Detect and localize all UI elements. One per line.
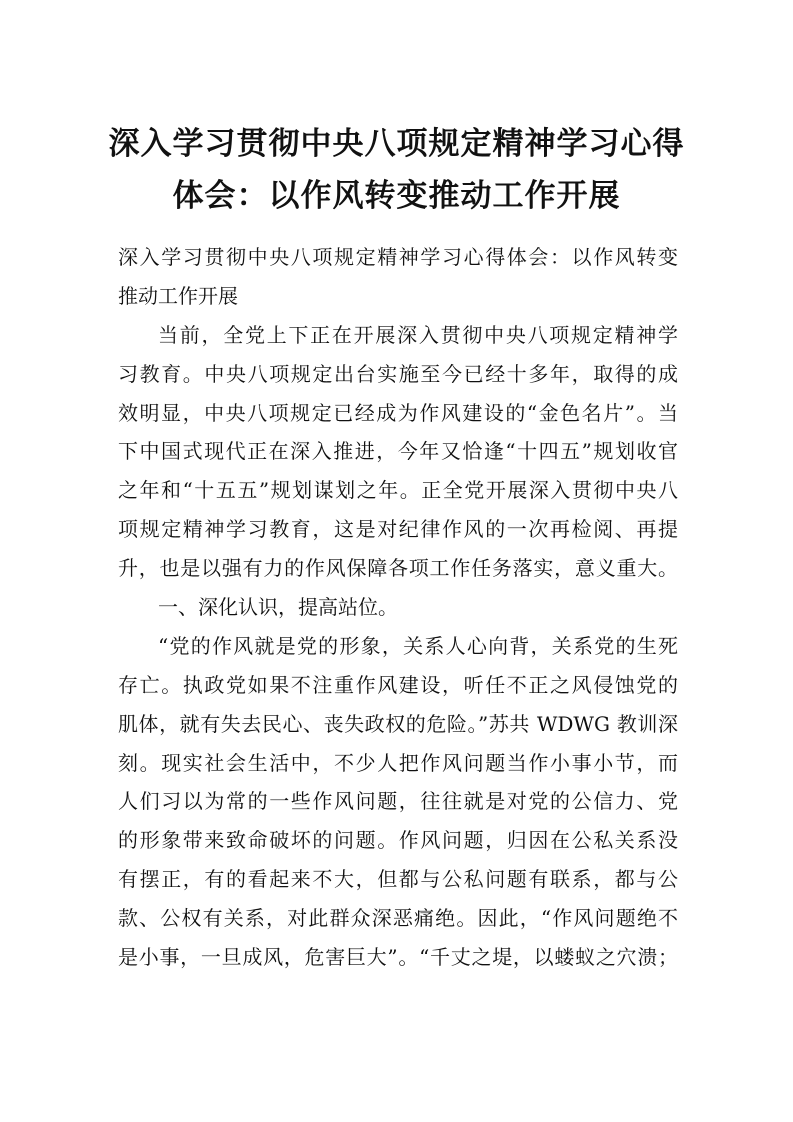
body-line: 肌体，就有失去民心、丧失政权的危险。”苏共 WDWG 教训深	[118, 711, 678, 736]
body-line: 有摆正，有的看起来不大，但都与公私问题有联系，都与公	[118, 867, 678, 892]
body-line: 效明显，中央八项规定已经成为作风建设的“金色名片”。当	[118, 400, 678, 425]
title-line-2: 体会：以作风转变推动工作开展	[172, 178, 621, 214]
body-line: 项规定精神学习教育，这是对纪律作风的一次再检阅、再提	[118, 517, 678, 542]
body-line: 款、公权有关系，对此群众深恶痛绝。因此，“作风问题绝不	[118, 906, 678, 931]
body-line: 人们习以为常的一些作风问题，往往就是对党的公信力、党	[118, 789, 678, 814]
body-line: 是小事，一旦成风，危害巨大”。“千丈之堤，以蝼蚁之穴溃；	[118, 945, 678, 970]
body-line: 推动工作开展	[118, 283, 238, 308]
body-line: “党的作风就是党的形象，关系人心向背，关系党的生死	[158, 633, 678, 658]
body-line: 的形象带来致命破坏的问题。作风问题，归因在公私关系没	[118, 828, 678, 853]
title-line-1: 深入学习贯彻中央八项规定精神学习心得	[108, 126, 685, 162]
body-line: 下中国式现代正在深入推进，今年又恰逢“十四五”规划收官	[118, 439, 678, 464]
document-title	[100, 118, 693, 222]
body-line: 刻。现实社会生活中，不少人把作风问题当作小事小节，而	[118, 750, 678, 775]
body-line: 之年和“十五五”规划谋划之年。正全党开展深入贯彻中央八	[118, 478, 678, 503]
body-line: 当前，全党上下正在开展深入贯彻中央八项规定精神学	[158, 322, 678, 347]
section-heading: 一、深化认识，提高站位。	[158, 595, 398, 620]
document-body	[118, 238, 678, 977]
body-line: 习教育。中央八项规定出台实施至今已经十多年，取得的成	[118, 361, 678, 386]
body-line: 升，也是以强有力的作风保障各项工作任务落实，意义重大。	[118, 556, 678, 581]
body-line: 深入学习贯彻中央八项规定精神学习心得体会：以作风转变	[118, 245, 678, 269]
body-line: 存亡。执政党如果不注重作风建设，听任不正之风侵蚀党的	[118, 672, 678, 697]
